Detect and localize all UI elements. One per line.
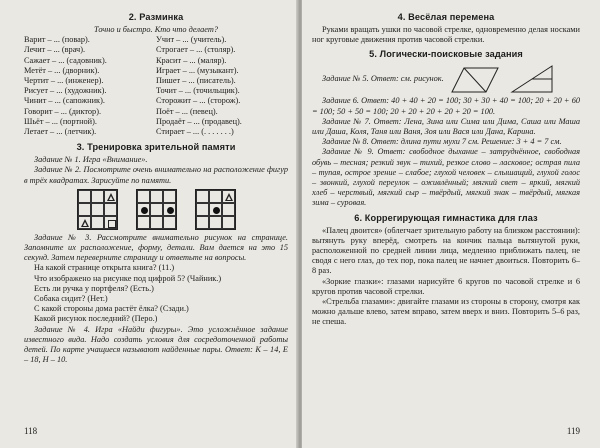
list-item: Поёт – ... (певец). — [156, 106, 218, 116]
task2-text: Задание № 2. Посмотрите очень внимательно на расположение фигур в трёх квадратах. Зарисуйте по памяти. — [24, 165, 288, 185]
section2-instruction: Точно и быстро. Кто что делает? — [94, 25, 218, 34]
riddles-list — [24, 35, 288, 137]
left-page — [0, 0, 298, 448]
task3-text: Задание № 3. Рассмотрите внимательно рисунок на странице. Запомните их расположение, форму, детали. Вам дается на это 15 секунд. Затем переверните страницу и ответьте на вопросы. — [24, 232, 288, 263]
task5-row — [312, 62, 580, 96]
grid-cell — [196, 216, 209, 229]
grid-cell — [91, 190, 104, 203]
grid-cell — [222, 216, 235, 229]
circle-icon — [141, 207, 148, 214]
question-item: На какой странице открыта книга? (11.) — [34, 263, 175, 273]
list-item: Летает – ... (летчик). — [24, 127, 97, 137]
grid-cell — [163, 190, 176, 203]
question-item: Какой рисунок последний? (Перо.) — [34, 314, 158, 324]
grid-cell — [196, 203, 209, 216]
grid-cell — [150, 190, 163, 203]
grid-cell — [209, 190, 222, 203]
list-item: Сажает – ... (садовник). — [24, 55, 107, 65]
task5-text: Задание № 5. Ответ: см. рисунок. — [322, 74, 444, 84]
grid-cell — [104, 216, 117, 229]
list-item: Чинит – ... (сапожник). — [24, 96, 105, 106]
grid-cell — [163, 216, 176, 229]
grid-cell — [222, 190, 235, 203]
task8-text: Задание № 8. Ответ: длина пути мухи 7 см. Решение: 3 + 4 = 7 см. — [322, 137, 562, 147]
task6-text: Задание 6. Ответ: 40 + 40 + 20 = 100; 30 + 30 + 40 = 100; 20 + 20 + 60 = 100; 50 + 50 = 100; 20 + 20 + 20 + 20 + 20 = 100. — [312, 96, 580, 116]
list-item: Шьёт – ... (портной). — [24, 116, 97, 126]
circle-icon — [167, 207, 174, 214]
grid-cell — [78, 203, 91, 216]
grid-cell — [78, 216, 91, 229]
section2-title: 2. Разминка — [128, 12, 184, 22]
grid-cell — [209, 216, 222, 229]
section4-text: Руками вращать ушки по часовой стрелке, одновременно делая носками ног круговые движения против часовой стрелки. — [312, 25, 580, 45]
list-item: Варит – ... (повар). — [24, 35, 90, 45]
list-item: Сторожит – ... (сторож). — [156, 96, 241, 106]
triangle-figure — [510, 64, 554, 94]
list-item: Пишет – ... (писатель). — [156, 76, 236, 86]
section4-title: 4. Весёлая перемена — [397, 12, 495, 22]
list-item: Рисует – ... (художник). — [24, 86, 107, 96]
grid-cell — [150, 203, 163, 216]
task1-text: Задание № 1. Игра «Внимание». — [34, 155, 148, 165]
grid-cell — [209, 203, 222, 216]
list-item: Учит – ... (учитель). — [156, 35, 227, 45]
grid-cell — [163, 203, 176, 216]
figure-grid — [136, 189, 177, 230]
grid-cell — [137, 203, 150, 216]
section3-title: 3. Тренировка зрительной памяти — [76, 142, 236, 153]
riddles-right-column — [156, 35, 288, 137]
figure-grid — [195, 189, 236, 230]
riddles-left-column — [24, 35, 156, 137]
list-item: Говорит – ... (диктор). — [24, 106, 102, 116]
page-number-left: 118 — [24, 426, 38, 436]
exercise2-text: «Зоркие глазки»: глазами нарисуйте 6 кругов по часовой стрелке и 6 кругов против часовой стрелки. — [312, 276, 580, 296]
question-item: С какой стороны дома растёт ёлка? (Сзади.) — [34, 304, 189, 314]
triangle-icon — [107, 193, 115, 201]
page-number-right: 119 — [566, 426, 580, 436]
grid-cell — [104, 203, 117, 216]
list-item: Строгает – ... (столяр). — [156, 45, 236, 55]
question-item: Что изображено на рисунке под цифрой 5? (Чайник.) — [34, 273, 222, 283]
question-item: Собака сидит? (Нет.) — [34, 294, 108, 304]
grid-cell — [137, 190, 150, 203]
grid-cell — [104, 190, 117, 203]
grid-cell — [150, 216, 163, 229]
circle-icon — [213, 207, 220, 214]
square-icon — [108, 220, 116, 228]
figure-grid — [77, 189, 118, 230]
grid-cell — [91, 216, 104, 229]
question-item: Есть ли ручка у портфеля? (Есть.) — [34, 283, 154, 293]
triangle-icon — [225, 193, 233, 201]
figure-grids — [24, 189, 288, 230]
list-item: Точит – ... (точильщик). — [156, 86, 240, 96]
grid-cell — [222, 203, 235, 216]
list-item: Метёт – ... (дворник). — [24, 65, 100, 75]
task9-text: Задание № 9. Ответ: свободное дыхание – затруднённое, свободная обувь – тесная; резкий звук – тихий, резкое слово – ласковое; острая пила – тупая, острое зрение – слабое; глухой человек – слышащий, глухой голос – звонкий, глухой переулок – оживлённый; мягкий свет – яркий, мягкий хлеб – черствый, мягкий сыр – твёрдый, мягкий знак – твёрдый, мягкая зима – суровая. — [312, 147, 580, 208]
task5-figures — [450, 64, 554, 94]
list-item: Играет – ... (музыкант). — [156, 65, 239, 75]
list-item: Лечит – ... (врач). — [24, 45, 86, 55]
task7-text: Задание № 7. Ответ: Лена, Зина или Сима или Дима, Саша или Маша или Даша, Коля, Таня или Ваня, Зоя или Вася или Дана, Карина. — [312, 116, 580, 137]
list-item: Красит – ... (маляр). — [156, 55, 227, 65]
grid-cell — [91, 203, 104, 216]
right-page — [302, 0, 600, 448]
task4-text: Задание № 4. Игра «Найди фигуры». Это усложнённое задание известного вида. Надо создать условия для сосредоточенной работы детей. По карте учащиеся называют найденные пары. Ответ: К – 14, Е – 18, Н – 10. — [24, 324, 288, 365]
grid-cell — [196, 190, 209, 203]
questions-list — [24, 263, 288, 324]
exercise3-text: «Стрельба глазами»: двигайте глазами из стороны в сторону, смотря как можно дальше влево, затем вправо, затем вверх и вниз. Повторить 5–6 раз, не спеша. — [312, 297, 580, 327]
grid-cell — [78, 190, 91, 203]
parallelogram-figure — [450, 64, 500, 94]
list-item: Продаёт – ... (продавец). — [156, 116, 242, 126]
list-item: Чертит – ... (инженер). — [24, 76, 104, 86]
section5-title: 5. Логически-поисковые задания — [369, 49, 523, 60]
list-item: Стирает – ... (. . . . . . .) — [156, 127, 234, 137]
exercise1-text: «Палец двоится» (облегчает зрительную работу на близком расстоянии): вытянуть руку вперёд, смотреть на кончик пальца вытянутой руки, расположенной по средней линии лица, медленно приближать палец, не сводя с него глаз, до тех пор, пока палец не начнет двоиться. Повторить 6–8 раз. — [312, 225, 580, 276]
section6-title: 6. Коррегирующая гимнастика для глаз — [354, 212, 538, 223]
triangle-icon — [81, 219, 89, 227]
grid-cell — [137, 216, 150, 229]
